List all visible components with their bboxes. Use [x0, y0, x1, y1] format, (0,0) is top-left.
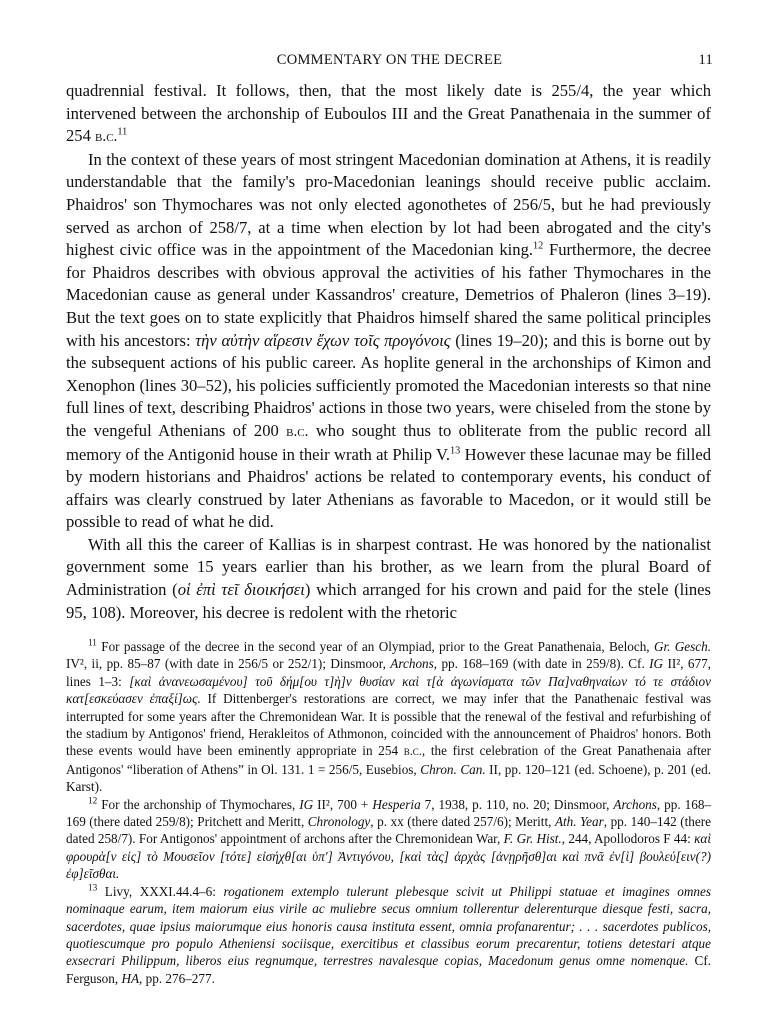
era-abbrev: b.c. [95, 128, 118, 146]
work-title: IG [299, 796, 314, 812]
work-title: Archons [390, 656, 434, 672]
era-abbrev: b.c. [286, 422, 309, 440]
greek-quotation: καὶ φρουρὰ[ν εἰς] τὸ Μουσεῖον [τότε] εἰσήχθ[αι ὑπ'] Ἀντιγόνου, [καὶ τὰς] ἀρχὰς [ἀνῃρῆσθ]αι καὶ πνᾶ ἐν[ὶ] βουλεύ[ειν(?) ἐφ]εῖσθαι. [66, 831, 712, 882]
text-run: However these lacunae may be filled by modern historians and Phaidros' actions be related to contemporary events, his conduct of affairs was clearly construed by later Athenians as favorable to Macedon, or it would still be possible to read of what he did. [66, 444, 711, 532]
footnote-ref-13[interactable]: 13 [450, 444, 461, 456]
text-run: II, pp. 120–121 (ed. Schoene), p. 201 (ed. Karst). [66, 761, 712, 795]
page-number: 11 [698, 52, 713, 68]
paragraph-2 [66, 149, 711, 534]
footnote-number: 11 [88, 637, 97, 648]
work-title: Chron. Can. [420, 761, 486, 777]
body-text [66, 80, 711, 624]
text-run: II², 700 + [313, 796, 373, 812]
text-run: In the context of these years of most stringent Macedonian domination at Athens, it is readily understandable that the family's pro-Macedonian leanings should receive public acclaim. Phaidros' son Thymochares was not only elected agonothetes of 256/5, but he had previously served as archon of 258/7, at a time when election by lot had been abrogated and the city's highest civic office was in the appointment of the Macedonian king. [66, 149, 711, 260]
footnote-12 [66, 796, 711, 883]
text-run: (lines 19–20); and this is borne out by the subsequent actions of his public career. As hoplite general in the archonships of Kimon and Xenophon (lines 30–52), his policies sufficiently promoted the Macedonian interests so that nine full lines of text, describing Phaidros' actions in those two years, were chiseled from the stone by the vengeful Athenians of 200 [66, 330, 711, 440]
work-title: Ath. Year [554, 814, 604, 830]
greek-quotation: οἱ ἐπὶ τεῖ διοικήσει [177, 580, 305, 600]
text-run: For passage of the decree in the second year of an Olympiad, prior to the Great Panathenaia, Beloch, [101, 639, 654, 654]
text-run: With all this the career of Kallias is in sharpest contrast. He was honored by the nationalist government some 15 years earlier than his brother, as we learn from the plural Board of Administration ( [66, 534, 711, 600]
footnote-number: 13 [88, 882, 98, 893]
footnote-13 [66, 883, 711, 987]
footnotes [66, 638, 711, 987]
greek-quotation: [καὶ ἀνανεωσαμένου] τοῦ δήμ[ου τ]ὴ]ν θυσίαν καὶ τ[ὰ ἀγωνίσματα τῶν Πα]ναθηναίων τό τε στάδιον κατ[εσκεύασεν ἐπαξί]ως. [66, 673, 711, 707]
footnote-ref-12[interactable]: 12 [533, 240, 544, 252]
text-run: II², 677, lines 1–3: [66, 656, 711, 689]
latin-quotation: rogationem extemplo tulerunt plebesque scivit ut Philippi statuae et imagines omnes nominaque earum, item maiorum eius virile ac muliebre secus omnium tollerentur delerenturque diesque festi, sacra, sacerdotes, quae ipsius maiorumque eius honoris causa instituta essent, omnia profanarentur; . . . sacerdotes publicos, quotiescumque pro populo Atheniensi sociisque, exercitibus et classibus eorum precarentur, totiens detestari atque exsecrari Philippum, liberos eius regnumque, terrestres navalesque copias, Macedonum genus omne nomenque. [66, 883, 711, 969]
work-title: HA [121, 970, 140, 986]
text-run: If Dittenberger's restorations are correct, we may infer that the Panathenaic festival was interrupted for some years after the Chremonidean War. It is possible that the renewal of the festival and refurbishing of the stadium by Antigonos' friend, Herakleitos of Athmonon, coincided with the announcement of Phaidros' honors. Both these events would have been eminently appropriate in 254 [66, 691, 711, 759]
work-title: IG [649, 656, 664, 672]
text-run: , p. xx (there dated 257/6); Meritt, [370, 814, 555, 830]
text-run: For the archonship of Thymochares, [101, 796, 300, 812]
work-title: Hesperia [372, 796, 421, 812]
text-run: who sought thus to obliterate from the public record all memory of the Antigonid house in their wrath at Philip V. [66, 420, 711, 464]
work-title: F. Gr. Hist. [503, 831, 562, 847]
text-run: , pp. 276–277. [139, 970, 215, 986]
text-run: Livy, XXXI.44.4–6: [104, 883, 224, 899]
footnote-11 [66, 638, 711, 796]
text-run: , pp. 140–142 (there dated 258/7). For Antigonos' appointment of archons after the Chremonidean War, [66, 814, 711, 847]
text-run: quadrennial festival. It follows, then, that the most likely date is 255/4, the year which intervened between the archonship of Euboulos III and the Great Panathenaia in the summer of 254 [66, 81, 711, 146]
text-run: 7, 1938, p. 110, no. 20; Dinsmoor, [420, 796, 614, 812]
era-abbrev: b.c. [403, 744, 422, 759]
greek-quotation: τὴν αὐτὴν αἵρεσιν ἔχων τοῖς προγόνοις [195, 330, 451, 350]
work-title: Chronology [307, 814, 371, 830]
running-head-title: COMMENTARY ON THE DECREE [276, 52, 503, 68]
text-run: , pp. 168–169 (with date in 259/8). Cf. [433, 656, 650, 672]
text-run: ) which arranged for his crown and paid for the stele (lines 95, 108). Moreover, his decree is redolent with the rhetoric [66, 580, 712, 622]
text-run: IV², ii, pp. 85–87 (with date in 256/5 or 252/1); Dinsmoor, [66, 656, 391, 672]
running-head [66, 52, 713, 72]
text-run: , pp. 168–169 (there dated 259/8); Pritchett and Meritt, [66, 796, 712, 830]
text-run: Cf. Ferguson, [66, 953, 712, 986]
paragraph-3 [66, 534, 711, 624]
footnote-ref-11[interactable]: 11 [117, 126, 128, 138]
text-run: , 244, Apollodoros F 44: [561, 831, 695, 847]
text-run: Furthermore, the decree for Phaidros describes with obvious approval the activities of his father Thymochares in the Macedonian cause as general under Kassandros' creature, Demetrios of Phaleron (lines 3–19). But the text goes on to state explicitly that Phaidros himself shared the same political principles with his ancestors: [66, 240, 711, 350]
work-title: Archons [613, 796, 657, 812]
paragraph-1 [66, 80, 711, 149]
text-run: , the first celebration of the Great Panathenaia after Antigonos' “liberation of Athens” in Ol. 131. 1 = 256/5, Eusebios, [66, 743, 711, 777]
footnote-number: 12 [88, 795, 98, 806]
work-title: Gr. Gesch. [653, 639, 711, 654]
